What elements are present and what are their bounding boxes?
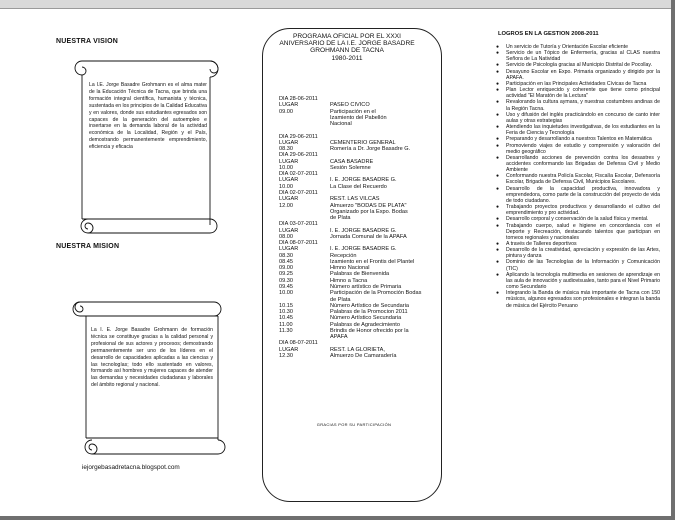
bullet-icon: ● bbox=[496, 50, 500, 57]
bullet-icon: ● bbox=[496, 247, 500, 254]
schedule-label: DIA 08-07-2011 bbox=[279, 240, 318, 247]
schedule-label: DIA 02-07-2011 bbox=[279, 171, 318, 178]
blog-url[interactable]: iejorgebasadretacna.blogspot.com bbox=[82, 464, 180, 471]
bullet-icon: ● bbox=[496, 111, 500, 118]
schedule-value: REST. LAS VILCAS bbox=[330, 196, 380, 203]
bullet-icon: ● bbox=[496, 142, 500, 149]
schedule-label: 10.00 bbox=[279, 164, 293, 171]
logro-text: Plan Lector enriquecido y coherente que tiene como principal actividad "El Maratón de la Lectura" bbox=[506, 87, 660, 100]
program-years: 1980-2011 bbox=[331, 54, 363, 62]
schedule-label: 10.45 bbox=[279, 315, 293, 322]
schedule-label: DIA 08-07-2011 bbox=[279, 340, 318, 347]
schedule-value: REST. LA GLORIETA, bbox=[330, 346, 385, 353]
schedule-label: LUGAR bbox=[279, 139, 299, 146]
schedule-label: DIA 03-07-2011 bbox=[279, 221, 318, 228]
bullet-icon: ● bbox=[496, 124, 500, 131]
logro-item bbox=[494, 155, 660, 173]
schedule-value: Romería a Dr. Jorge Basadre G. bbox=[330, 146, 411, 153]
schedule-label: LUGAR bbox=[279, 346, 299, 353]
schedule-value: CEMENTERIO GENERAL bbox=[330, 139, 396, 146]
schedule-label: DIA 02-07-2011 bbox=[279, 189, 318, 196]
schedule-label: 08.45 bbox=[279, 258, 293, 265]
program-schedule bbox=[279, 96, 437, 359]
schedule-value: de Plata bbox=[330, 215, 351, 222]
schedule-label: 08.30 bbox=[279, 252, 293, 259]
schedule-value: Jornada Comunal de la APAFA bbox=[330, 233, 407, 240]
schedule-label: 09.30 bbox=[279, 277, 293, 284]
logro-item bbox=[494, 186, 660, 204]
schedule-label: 09.25 bbox=[279, 271, 293, 278]
logro-text: Trabajando cuerpo, salud e higiene en concordancia con el Deporte y Recreación, destacando talentos que participan en torneos regionales y nacionales bbox=[506, 222, 660, 241]
logro-item bbox=[494, 259, 660, 271]
logro-item bbox=[494, 87, 660, 99]
logro-item bbox=[494, 204, 660, 216]
logros-list bbox=[494, 44, 660, 309]
bullet-icon: ● bbox=[496, 99, 500, 106]
schedule-label: 10.15 bbox=[279, 302, 293, 309]
schedule-value: Izamiento en el Frontis del Plantel bbox=[330, 258, 415, 265]
schedule-value: APAFA bbox=[330, 334, 348, 341]
schedule-row bbox=[279, 353, 437, 359]
logro-item bbox=[494, 124, 660, 136]
bullet-icon: ● bbox=[496, 136, 500, 143]
schedule-label: DIA 28-06-2011 bbox=[279, 96, 318, 102]
schedule-value: de Plata bbox=[330, 296, 351, 303]
schedule-label: 09.00 bbox=[279, 265, 293, 272]
schedule-value: Himno a Tacna bbox=[330, 277, 368, 284]
schedule-value: I. E. JORGE BASADRE G. bbox=[330, 227, 397, 234]
bullet-icon: ● bbox=[496, 259, 500, 266]
schedule-label: 12.00 bbox=[279, 202, 293, 209]
logro-text: Servicio de Psicología gracias al Municipio Distrital de Pocollay. bbox=[506, 62, 653, 69]
schedule-value: Participación de la Promoción Bodas bbox=[330, 290, 422, 297]
logro-text: Servicio de un Tópico de Enfermería, gracias al CLAS nuestra Señora de La Natividad bbox=[506, 50, 660, 63]
logros-title: LOGROS EN LA GESTION 2008-2011 bbox=[498, 31, 599, 37]
logro-text: Un servicio de Tutoría y Orientación Escolar eficiente bbox=[506, 44, 628, 50]
schedule-label: LUGAR bbox=[279, 227, 299, 234]
schedule-label: 10.30 bbox=[279, 309, 293, 316]
bullet-icon: ● bbox=[496, 271, 500, 278]
logro-item bbox=[494, 247, 660, 259]
bullet-icon: ● bbox=[496, 68, 500, 75]
logro-text: Uso y difusión del inglés practicándolo en concurso de canto inter aulas y otras estrategias bbox=[506, 111, 660, 124]
logro-text: Desayuno Escolar en Expo. Primaria organizado y dirigido por la APAFA. bbox=[506, 68, 660, 81]
bullet-icon: ● bbox=[496, 241, 500, 247]
schedule-value: Brindis de Honor ofrecido por la bbox=[330, 327, 409, 334]
schedule-label: DIA 29-06-2011 bbox=[279, 133, 318, 140]
schedule-value: Izamiento del Pabellón bbox=[330, 114, 387, 121]
logro-text: Conformando nuestra Policía Escolar, Fiscalía Escolar, Defensoría Escolar, Brigada de Defensa Civil, Municipios Escolares. bbox=[506, 173, 660, 186]
program-title-text: PROGRAMA OFICIAL POR EL XXXI ANIVERSARIO DE LA I.E. JORGE BASADRE GROHMANN DE TACNA bbox=[279, 33, 415, 55]
schedule-value: Organizado por la Expo. Bodas bbox=[330, 208, 408, 215]
logro-text: Trabajando proyectos productivos y desarrollando el cultivo del emprendimiento y pro actividad. bbox=[506, 204, 660, 217]
schedule-label: DIA 29-06-2011 bbox=[279, 152, 318, 159]
mision-heading: NUESTRA MISION bbox=[56, 243, 120, 250]
schedule-value: Palabras de la Promocion 2011 bbox=[330, 309, 408, 316]
logro-text: Desarrollando acciones de prevención contra los desastres y accidentes conformando las Brigadas de Defensa Civil y Medio Ambiente bbox=[506, 154, 660, 174]
bullet-icon: ● bbox=[496, 216, 500, 223]
program-title bbox=[272, 33, 422, 62]
logro-item bbox=[494, 290, 660, 308]
bullet-icon: ● bbox=[496, 87, 500, 94]
logro-text: Revalorando la cultura aymara, y nuestras costumbres andinas de la Región Tacna. bbox=[506, 99, 660, 112]
schedule-label: 11.00 bbox=[279, 321, 293, 328]
bullet-icon: ● bbox=[496, 290, 500, 297]
window-top-bar bbox=[0, 0, 675, 9]
logro-text: Participación en las Principales Actividades Cívicas de Tacna bbox=[506, 80, 647, 87]
logro-text: Desarrollo de la capacidad productiva, innovadora y emprendedora, como parte de la construcción del proyecto de vida de todo ciudadano. bbox=[506, 185, 660, 204]
bullet-icon: ● bbox=[496, 204, 500, 211]
schedule-label: 11.30 bbox=[279, 327, 293, 334]
logro-item bbox=[494, 173, 660, 185]
schedule-value: Palabras de Bienvenida bbox=[330, 271, 390, 278]
schedule-value: La Clase del Recuerdo bbox=[330, 183, 387, 190]
schedule-value: Recepción bbox=[330, 252, 357, 259]
bullet-icon: ● bbox=[496, 222, 500, 229]
bullet-icon: ● bbox=[496, 80, 500, 87]
logro-text: Preparando y desarrollando a nuestros Talentos en Matemática bbox=[506, 136, 652, 143]
bullet-icon: ● bbox=[496, 185, 500, 192]
bullet-icon: ● bbox=[496, 44, 500, 50]
vision-heading: NUESTRA VISION bbox=[56, 38, 119, 45]
vision-scroll bbox=[70, 49, 228, 239]
schedule-value: I. E. JORGE BASADRE G. bbox=[330, 246, 397, 253]
schedule-label: 09.45 bbox=[279, 283, 293, 290]
schedule-label: 08.00 bbox=[279, 233, 293, 240]
vision-text: La I.E. Jorge Basadre Grohmann es el alma mater de la Educación Técnica de Tacna, que brinda una formación integral científica, humanista y técnica, sustentada en los principios de la Calidad Educativa y en valores, donde sus estudiantes egresados son capaces de la generación del autoempleo e insertarse en la demanda laboral de la actividad económica de la Localidad, Región y el País, demostrando permanentemente emprendimiento, eficiencia y eficacia bbox=[89, 82, 207, 151]
schedule-label: 10.00 bbox=[279, 183, 293, 190]
logro-text: Desarrollo corporal y conservación de la salud física y mental. bbox=[506, 216, 649, 223]
schedule-label: LUGAR bbox=[279, 246, 299, 253]
schedule-label: 12.30 bbox=[279, 352, 293, 359]
logro-text: Promoviendo viajes de estudio y comprensión y valoración del medio geográfico bbox=[506, 142, 660, 155]
logro-text: Atendiendo las inquietudes investigativas, de los estudiantes en la Feria de Ciencia y Tecnología bbox=[506, 124, 660, 137]
schedule-value: Número artístico de Primaria bbox=[330, 283, 402, 290]
logro-text: A través de Talleres deportivos bbox=[506, 241, 577, 247]
schedule-value: Número Artístico de Secundaria bbox=[330, 302, 409, 309]
schedule-label: 10.00 bbox=[279, 290, 293, 297]
schedule-value: Participación en el bbox=[330, 108, 376, 115]
logro-item bbox=[494, 272, 660, 290]
logro-item bbox=[494, 223, 660, 241]
logro-item bbox=[494, 50, 660, 62]
schedule-value: Nacional bbox=[330, 121, 352, 128]
schedule-value: Almuerzo De Camaradería bbox=[330, 352, 397, 359]
schedule-label: LUGAR bbox=[279, 177, 299, 184]
schedule-value: CASA BASADRE bbox=[330, 158, 374, 165]
schedule-label: LUGAR bbox=[279, 196, 299, 203]
schedule-value: Himno Nacional bbox=[330, 265, 370, 272]
window-bottom-edge bbox=[0, 516, 675, 520]
schedule-label: 09.00 bbox=[279, 108, 293, 115]
logro-item bbox=[494, 143, 660, 155]
schedule-value: Número Artístico Secundaria bbox=[330, 315, 402, 322]
schedule-value: PASEO CIVICO bbox=[330, 102, 370, 109]
bullet-icon: ● bbox=[496, 62, 500, 69]
bullet-icon: ● bbox=[496, 154, 500, 161]
logro-text: Desarrollo de la creatividad, apreciación y expresión de las Artes, pintura y danza bbox=[506, 247, 660, 260]
schedule-value: Sesión Solemne bbox=[330, 164, 371, 171]
logro-text: Dominio de las Tecnologías de la Información y Comunicación (TIC) bbox=[506, 259, 660, 272]
logro-item bbox=[494, 112, 660, 124]
mision-scroll bbox=[72, 288, 230, 458]
logro-item bbox=[494, 69, 660, 81]
schedule-value: Almuerzo "BODAS DE PLATA" bbox=[330, 202, 407, 209]
window-right-edge bbox=[671, 0, 675, 520]
program-thanks: GRACIAS POR SU PARTICIPACIÓN bbox=[316, 422, 392, 427]
bullet-icon: ● bbox=[496, 173, 500, 180]
schedule-value: Palabras de Agradecimiento bbox=[330, 321, 400, 328]
schedule-label: LUGAR bbox=[279, 158, 299, 165]
logro-text: Aplicando la tecnología multimedia en sesiones de aprendizaje en las aula de innovación y audiovisuales, tanto para el Nivel Primario como Secundario bbox=[506, 271, 660, 291]
schedule-label: LUGAR bbox=[279, 102, 299, 109]
schedule-label: 08.30 bbox=[279, 146, 293, 153]
logro-item bbox=[494, 99, 660, 111]
logro-text: Integrando la Banda de música más importante de Tacna con 150 músicos, algunos egresados son profesionales e integran la banda de música del Ejército Peruano bbox=[506, 290, 660, 309]
schedule-value: I. E. JORGE BASADRE G. bbox=[330, 177, 397, 184]
mision-text: La I. E. Jorge Basadre Grohmann de formación técnica se constituye gracias a la calidad personal y profesional de sus actores y procesos; demostrando permanentemente ser uno de los líderes en el desarrollo de capacidades aplicadas a las ciencias y las tecnologías; todo ello sustentado en valores, formando así hombres y mujeres capaces de atender las demandas y necesidades ciudadanas y laborales del ámbito regional y nacional. bbox=[91, 327, 213, 389]
